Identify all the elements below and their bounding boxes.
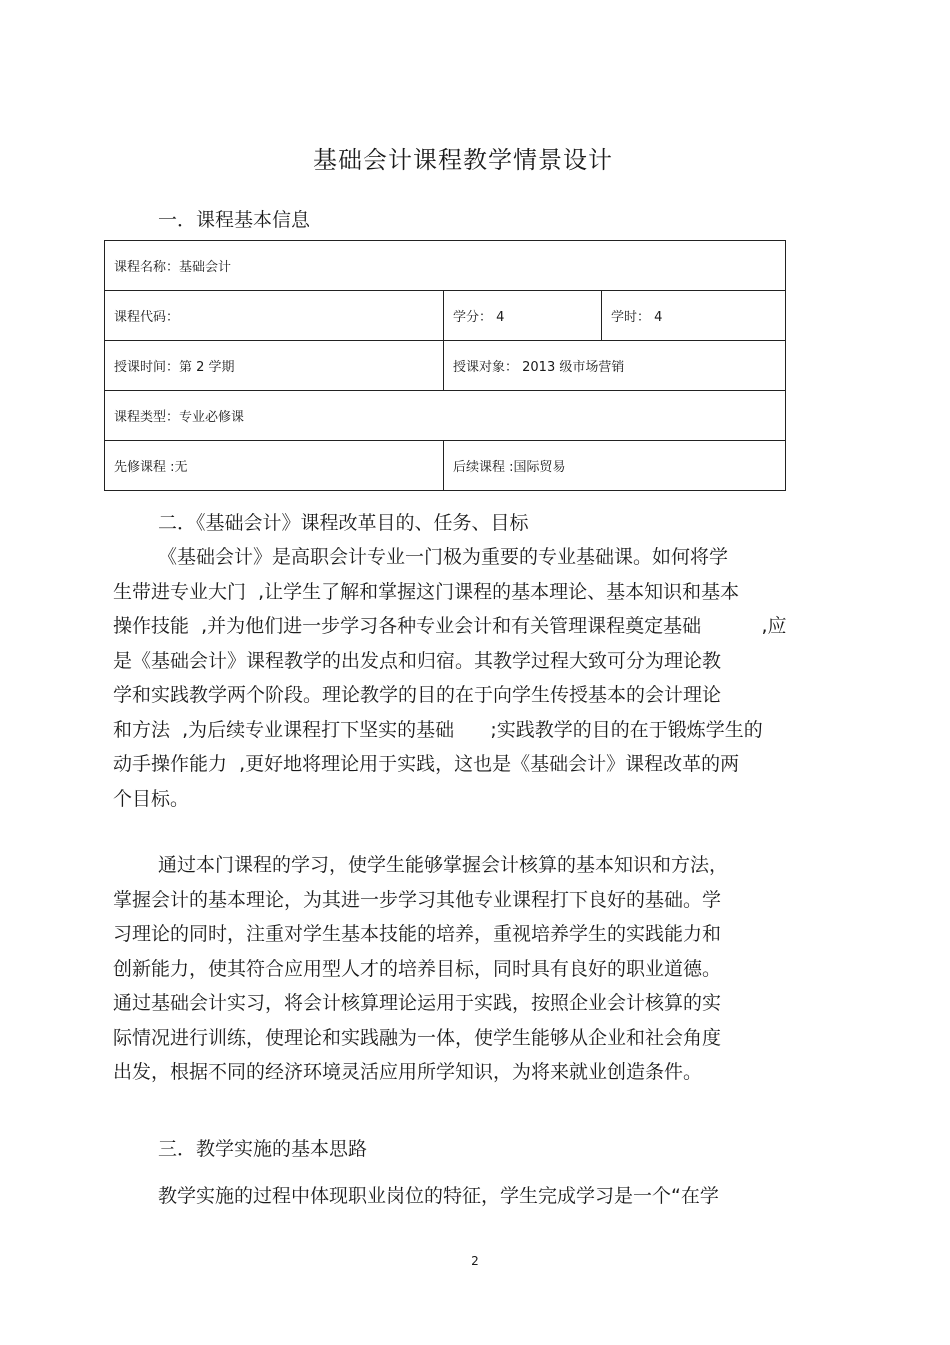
paragraph-line: 通过本门课程的学习，使学生能够掌握会计核算的基本知识和方法， — [158, 854, 729, 876]
paragraph-line: 教学实施的过程中体现职业岗位的特征，学生完成学习是一个“在学 — [158, 1185, 719, 1207]
prerequisite-cell: 先修课程 :无 — [105, 441, 444, 491]
paragraph-line: 个目标。 — [113, 787, 190, 810]
table-row — [105, 291, 786, 341]
paragraph-line: 生带进专业大门 ,让学生了解和掌握这门课程的基本理论、基本知识和基本 — [113, 580, 740, 603]
paragraph-teaching-approach — [113, 1179, 813, 1214]
course-type-cell: 课程类型：专业必修课 — [105, 391, 786, 441]
paragraph-line: 掌握会计的基本理论，为其进一步学习其他专业课程打下良好的基础。学 — [113, 888, 722, 911]
course-code-cell: 课程代码： — [105, 291, 444, 341]
table-row — [105, 441, 786, 491]
course-info-table — [104, 240, 786, 491]
paragraph-line: 创新能力，使其符合应用型人才的培养目标，同时具有良好的职业道德。 — [113, 957, 722, 980]
table-row — [105, 341, 786, 391]
paragraph-reform-purpose — [113, 540, 813, 816]
paragraph-learning-goals — [113, 848, 813, 1090]
paragraph-line: 出发，根据不同的经济环境灵活应用所学知识，为将来就业创造条件。 — [113, 1061, 703, 1083]
audience-cell: 授课对象： 2013 级市场营销 — [444, 341, 786, 391]
paragraph-line: 动手操作能力 ,更好地将理论用于实践，这也是《基础会计》课程改革的两 — [113, 753, 740, 775]
page-number: 2 — [471, 1254, 479, 1268]
credits-cell: 学分： 4 — [444, 291, 602, 341]
hours-cell: 学时： 4 — [602, 291, 786, 341]
paragraph-line: 际情况进行训练，使理论和实践融为一体，使学生能够从企业和社会角度 — [113, 1026, 722, 1049]
table-row — [105, 241, 786, 291]
paragraph-line: 通过基础会计实习，将会计核算理论运用于实践，按照企业会计核算的实 — [113, 992, 722, 1014]
paragraph-line: 是《基础会计》课程教学的出发点和归宿。其教学过程大致可分为理论教 — [113, 649, 722, 672]
section-heading-basic-info: 一．课程基本信息 — [158, 209, 311, 231]
table-row — [105, 391, 786, 441]
paragraph-line: 和方法 ,为后续专业课程打下坚实的基础 ;实践教学的目的在于锻炼学生的 — [113, 718, 763, 741]
follow-up-cell: 后续课程 :国际贸易 — [444, 441, 786, 491]
course-name-cell: 课程名称：基础会计 — [105, 241, 786, 291]
term-cell: 授课时间：第 2 学期 — [105, 341, 444, 391]
section-heading-reform-goals: 二．《基础会计》课程改革目的、任务、目标 — [158, 512, 529, 534]
paragraph-line: 习理论的同时，注重对学生基本技能的培养，重视培养学生的实践能力和 — [113, 923, 722, 945]
paragraph-line: 学和实践教学两个阶段。理论教学的目的在于向学生传授基本的会计理论 — [113, 684, 722, 706]
section-heading-teaching-approach: 三．教学实施的基本思路 — [158, 1138, 368, 1160]
paragraph-line: 《基础会计》是高职会计专业一门极为重要的专业基础课。如何将学 — [158, 546, 729, 568]
document-title: 基础会计课程教学情景设计 — [313, 146, 613, 174]
paragraph-line: 操作技能 ,并为他们进一步学习各种专业会计和有关管理课程奠定基础 ,应 — [113, 615, 787, 637]
